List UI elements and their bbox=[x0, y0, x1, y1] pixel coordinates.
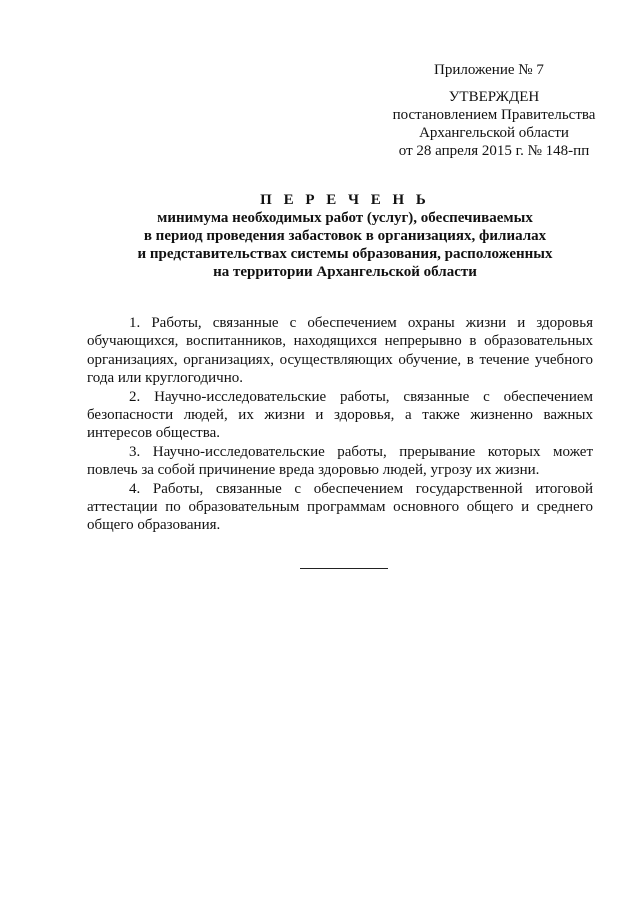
list-item-1: 1. Работы, связанные с обеспечением охраны жизни и здоровья обучающихся, воспитанников, находящихся непрерывно в образовательных организациях, организациях, осуществляющих обучение, в течение учебного года или круглогодично. bbox=[87, 315, 593, 387]
document-title bbox=[80, 191, 610, 281]
title-heading: П Е Р Е Ч Е Н Ь bbox=[260, 192, 430, 208]
list-item-3: 3. Научно-исследовательские работы, прерывание которых может повлечь за собой причинение вреда здоровью людей, угрозу их жизни. bbox=[87, 443, 593, 479]
title-line-3: и представительствах системы образования, расположенных bbox=[137, 246, 553, 262]
appendix-number: Приложение № 7 bbox=[434, 62, 544, 78]
approval-block bbox=[380, 88, 608, 160]
list-item-4: 4. Работы, связанные с обеспечением государственной итоговой аттестации по образовательным программам основного общего и среднего общего образования. bbox=[87, 480, 593, 534]
approval-region: Архангельской области bbox=[419, 125, 569, 141]
approval-authority: постановлением Правительства bbox=[392, 107, 596, 123]
approval-date: от 28 апреля 2015 г. № 148-пп bbox=[398, 143, 590, 159]
document-body bbox=[87, 314, 593, 535]
end-divider bbox=[300, 568, 388, 569]
title-line-1: минимума необходимых работ (услуг), обеспечиваемых bbox=[157, 210, 533, 226]
approval-stamp: УТВЕРЖДЕН bbox=[448, 89, 540, 105]
title-line-2: в период проведения забастовок в организациях, филиалах bbox=[143, 228, 547, 244]
title-line-4: на территории Архангельской области bbox=[213, 264, 477, 280]
list-item-2: 2. Научно-исследовательские работы, связанные с обеспечением безопасности людей, их жизни и здоровья, а также жизненно важных интересов общества. bbox=[87, 388, 593, 442]
